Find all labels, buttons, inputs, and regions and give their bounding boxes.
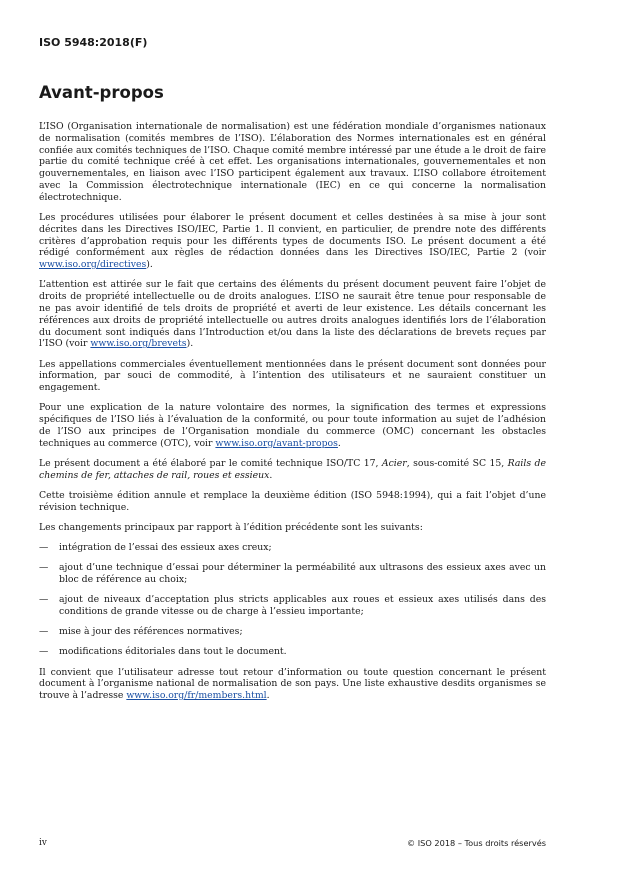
list-item-text: intégration de l’essai des essieux axes creux; (59, 542, 272, 554)
directives-link[interactable]: www.iso.org/directives (39, 259, 147, 271)
list-dash: — (39, 626, 49, 638)
list-item (39, 646, 546, 658)
paragraph-voluntary-nature (39, 402, 546, 449)
list-item-text: modifications éditoriales dans tout le document. (59, 646, 287, 658)
list-item (39, 594, 546, 618)
paragraph-procedures-end: ). (146, 259, 153, 271)
copyright-notice: © ISO 2018 – Tous droits réservés (406, 838, 546, 848)
paragraph-committee (39, 458, 546, 482)
paragraph-feedback (39, 667, 546, 702)
paragraph-edition: Cette troisième édition annule et remplace la deuxième édition (ISO 5948:1994), qui a fait l’objet d’une révision technique. (39, 489, 546, 513)
changes-list (39, 542, 546, 658)
paragraph-procedures-text: Les procédures utilisées pour élaborer le présent document et celles destinées à sa mise à jour sont décrites dans les Directives ISO/IEC, Partie 1. Il convient, en particulier, de prendre note des différents critères d’approbation requis pour les différents types de documents ISO. Le présent document a été rédigé conformément aux règles de rédaction données dans les Directives ISO/IEC, Partie 2 (voir (39, 211, 546, 259)
paragraph-iso-intro: L’ISO (Organisation internationale de normalisation) est une fédération mondiale d’organismes nationaux de normalisation (comités membres de l’ISO). L’élaboration des Normes internationales est en général confiée aux comités techniques de l’ISO. Chaque comité membre intéressé par une étude a le droit de faire partie du comité technique créé à cet effet. Les organisations internationales, gouvernementales et non gouvernementales, en liaison avec l’ISO participent également aux travaux. L’ISO collabore étroitement avec la Commission électrotechnique internationale (IEC) en ce qui concerne la normalisation électrotechnique. (39, 121, 546, 203)
paragraph-feedback-text: Il convient que l’utilisateur adresse tout retour d’information ou toute question concernant le présent document à l’organisme national de normalisation de son pays. Une liste exhaustive desdits organismes se trouve à l’adresse (39, 666, 546, 702)
list-item (39, 542, 546, 554)
list-dash: — (39, 646, 49, 658)
list-item (39, 626, 546, 638)
list-dash: — (39, 594, 49, 606)
paragraph-patents-text: L’attention est attirée sur le fait que certains des éléments du présent document peuvent faire l’objet de droits de propriété intellectuelle ou de droits analogues. L’ISO ne saurait être tenue pour responsable de ne pas avoir identifié de tels droits de propriété et averti de leur existence. Les détails concernant les références aux droits de propriété intellectuelle ou autres droits analogues identifiés lors de l’élaboration du document sont indiqués dans l’Introduction et/ou dans la liste des déclarations de brevets reçues par l’ISO (voir (39, 279, 546, 350)
committee-text-c: , sous-comité SC 15, (406, 457, 508, 469)
paragraph-changes-intro: Les changements principaux par rapport à l’édition précédente sont les suivants: (39, 521, 423, 533)
document-id-header: ISO 5948:2018(F) (39, 36, 148, 49)
page-title: Avant-propos (39, 83, 164, 102)
list-dash: — (39, 562, 49, 574)
committee-text-a: Le présent document a été élaboré par le comité technique ISO/TC 17, (39, 457, 382, 469)
foreword-body (39, 121, 546, 710)
paragraph-patents (39, 279, 546, 350)
members-link[interactable]: www.iso.org/fr/members.html (126, 690, 267, 702)
list-item-text: ajout d’une technique d’essai pour déterminer la perméabilité aux ultrasons des essieux axes avec un bloc de référence au choix; (59, 562, 546, 586)
list-dash: — (39, 542, 49, 554)
foreword-link[interactable]: www.iso.org/avant-propos (215, 437, 338, 449)
paragraph-procedures (39, 212, 546, 271)
patents-link[interactable]: www.iso.org/brevets (90, 338, 187, 350)
list-item-text: mise à jour des références normatives; (59, 626, 243, 638)
paragraph-voluntary-nature-end: . (337, 437, 341, 449)
paragraph-trade-names: Les appellations commerciales éventuellement mentionnées dans le présent document sont données pour information, par souci de commodité, à l’intention des utilisateurs et ne sauraient constituer un engagement. (39, 358, 546, 394)
paragraph-patents-end: ). (186, 338, 194, 350)
paragraph-feedback-end: . (266, 690, 270, 702)
list-item-text: ajout de niveaux d’acceptation plus stricts applicables aux roues et essieux axes utilisés dans des conditions de grande vitesse ou de charge à l’essieu importante; (59, 594, 546, 617)
paragraph-voluntary-nature-text: Pour une explication de la nature volontaire des normes, la signification des termes et expressions spécifiques de l’ISO liés à l’évaluation de la conformité, ou pour toute information au sujet de l’adhésion de l’ISO aux principes de l’Organisation mondiale du commerce (OMC) concernant les obstacles techniques au commerce (OTC), voir (39, 402, 546, 449)
page-number: iv (39, 838, 47, 848)
committee-name: Acier (381, 457, 407, 469)
subcommittee-name: Rails de chemins de fer, attaches de rail, roues et essieux (39, 457, 546, 481)
list-item (39, 562, 546, 586)
committee-text-e: . (269, 469, 273, 481)
